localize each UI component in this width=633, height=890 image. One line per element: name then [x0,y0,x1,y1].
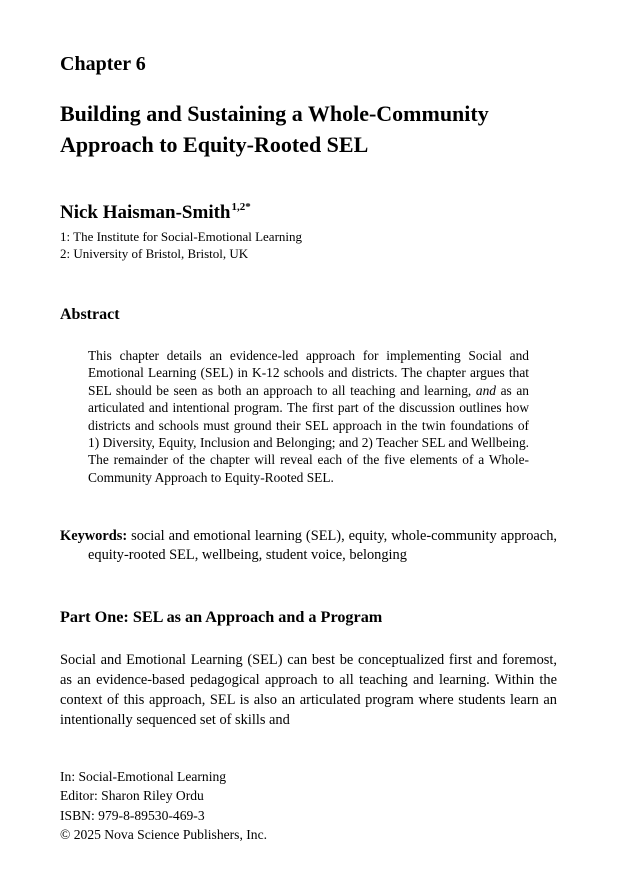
author-name [60,201,251,227]
footer-editor: Editor: Sharon Riley Ordu [60,788,204,804]
body-paragraph: Social and Emotional Learning (SEL) can best be conceptualized first and foremost, as an evidence-based pedagogical approach to all teaching and learning. Within the context of this approach, SEL is also an articulated program where students learn an intentionally sequenced set of skills and [60,652,557,728]
abstract-emphasis: and [475,382,496,398]
author-name-text: Nick Haisman-Smith [60,202,231,223]
keywords-list: social and emotional learning (SEL), equity, whole-community approach, equity-rooted SEL, wellbeing, student voice, belonging [88,528,557,563]
footer-isbn: ISBN: 979-8-89530-469-3 [60,807,205,823]
keywords [60,527,557,565]
abstract-text [88,347,529,486]
footer-book-title: In: Social-Emotional Learning [60,769,227,784]
chapter-title-line-2: Approach to Equity-Rooted SEL [60,132,369,157]
abstract-heading: Abstract [60,306,120,323]
keywords-label: Keywords: [60,528,128,544]
footer-copyright: © 2025 Nova Science Publishers, Inc. [60,827,268,843]
section-heading: Part One: SEL as an Approach and a Program [60,608,383,626]
chapter-number: Chapter 6 [60,53,146,75]
abstract-text-part-1: This chapter details an evidence-led approach for implementing Social and Emotional Learning (SEL) in K-12 schools and districts. The chapter argues that SEL should be seen as both an approach to all teaching and learning, [88,348,529,398]
chapter-title-line-1: Building and Sustaining a Whole-Community [60,101,489,126]
affiliation-2: 2: University of Bristol, Bristol, UK [60,246,249,261]
publication-footer [60,767,267,845]
affiliations [60,228,302,262]
author-affiliation-marker: 1,2* [231,201,251,213]
affiliation-1: 1: The Institute for Social-Emotional Learning [60,229,303,244]
abstract-text-part-2: as an articulated and intentional program. The first part of the discussion outlines how districts and schools must ground their SEL approach in the twin foundations of 1) Diversity, Equity, Inclusion and Belonging; and 2) Teacher SEL and Wellbeing. The remainder of the chapter will reveal each of the five elements of a Whole-Community Approach to Equity-Rooted SEL. [88,382,529,485]
chapter-title [60,98,560,160]
